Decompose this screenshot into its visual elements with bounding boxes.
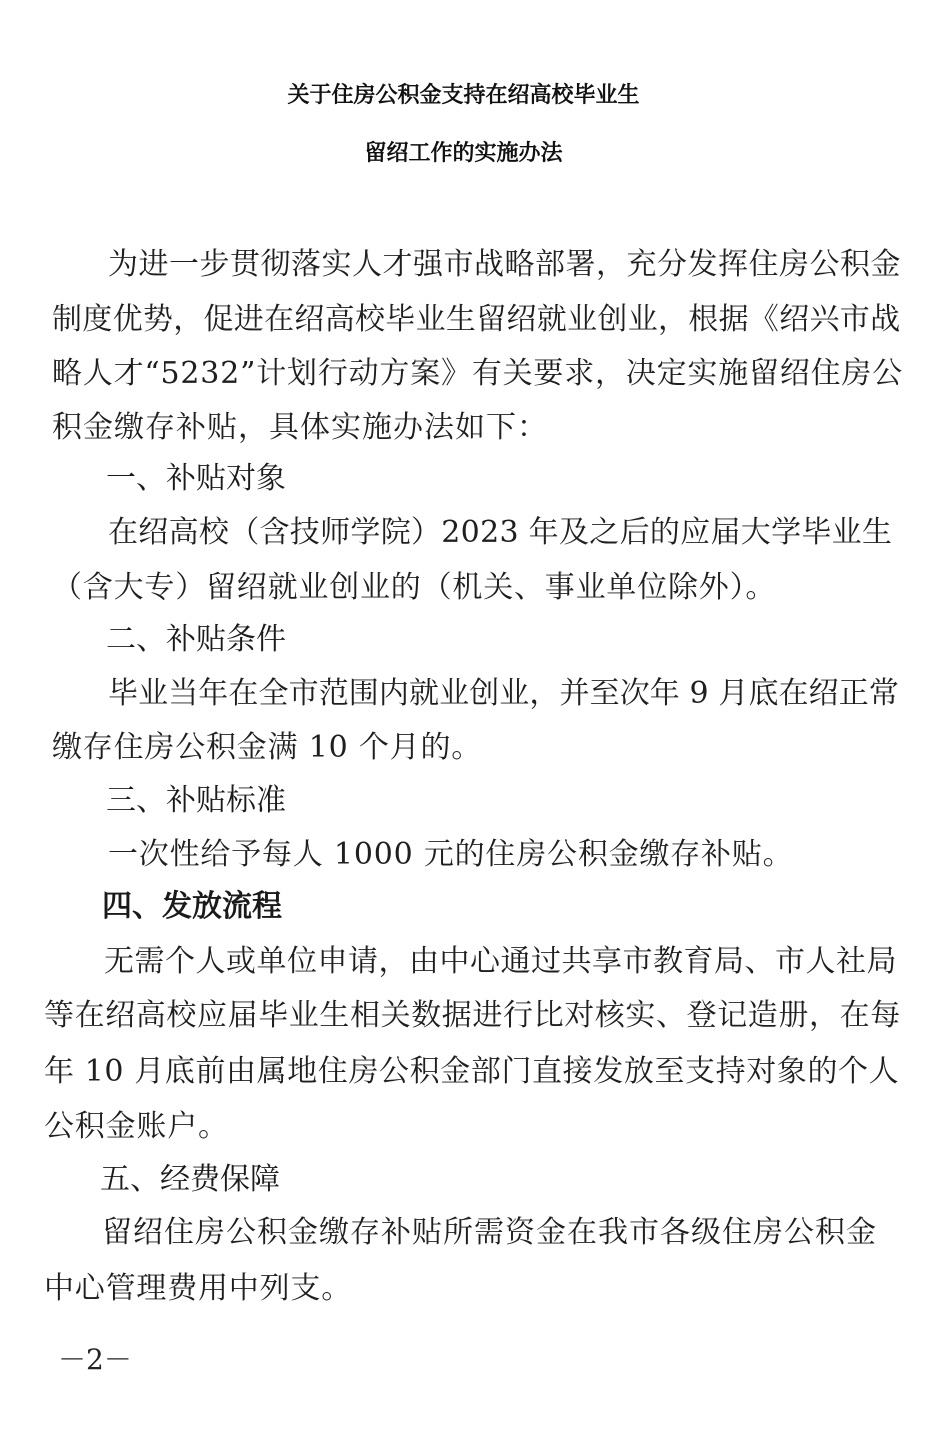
intro-line-4: 积金缴存补贴，具体实施办法如下： [52, 410, 548, 445]
section-2-line-1: 毕业当年在全市范围内就业创业，并至次年 9 月底在绍正常 [108, 676, 899, 711]
section-4-line-2: 等在绍高校应届毕业生相关数据进行比对核实、登记造册，在每 [44, 998, 901, 1033]
intro-line-2: 制度优势，促进在绍高校毕业生留绍就业创业，根据《绍兴市战 [52, 302, 901, 337]
section-1-line-2: （含大专）留绍就业创业的（机关、事业单位除外）。 [52, 570, 777, 605]
document-title-line-1: 关于住房公积金支持在绍高校毕业生 [287, 83, 640, 108]
section-5-line-1: 留绍住房公积金缴存补贴所需资金在我市各级住房公积金 [102, 1215, 877, 1250]
section-heading-4: 四、发放流程 [102, 889, 282, 924]
section-heading-5: 五、经费保障 [100, 1162, 280, 1197]
section-4-line-4: 公积金账户。 [44, 1109, 229, 1144]
page-number: －2－ [58, 1343, 132, 1376]
section-heading-1: 一、补贴对象 [106, 461, 286, 496]
section-2-line-2: 缴存住房公积金满 10 个月的。 [52, 730, 483, 765]
intro-line-3: 略人才“5232”计划行动方案》有关要求，决定实施留绍住房公 [52, 356, 904, 391]
intro-line-1: 为进一步贯彻落实人才强市战略部署，充分发挥住房公积金 [108, 247, 901, 282]
section-heading-3: 三、补贴标准 [106, 783, 286, 818]
section-3-line-1: 一次性给予每人 1000 元的住房公积金缴存补贴。 [108, 837, 794, 872]
section-heading-2: 二、补贴条件 [106, 622, 286, 657]
section-5-line-2: 中心管理费用中列支。 [44, 1271, 352, 1306]
section-1-line-1: 在绍高校（含技师学院）2023 年及之后的应届大学毕业生 [108, 515, 893, 550]
section-4-line-1: 无需个人或单位申请，由中心通过共享市教育局、市人社局 [104, 944, 897, 979]
document-title-line-2: 留绍工作的实施办法 [364, 141, 563, 166]
section-4-line-3: 年 10 月底前由属地住房公积金部门直接发放至支持对象的个人 [44, 1054, 900, 1089]
